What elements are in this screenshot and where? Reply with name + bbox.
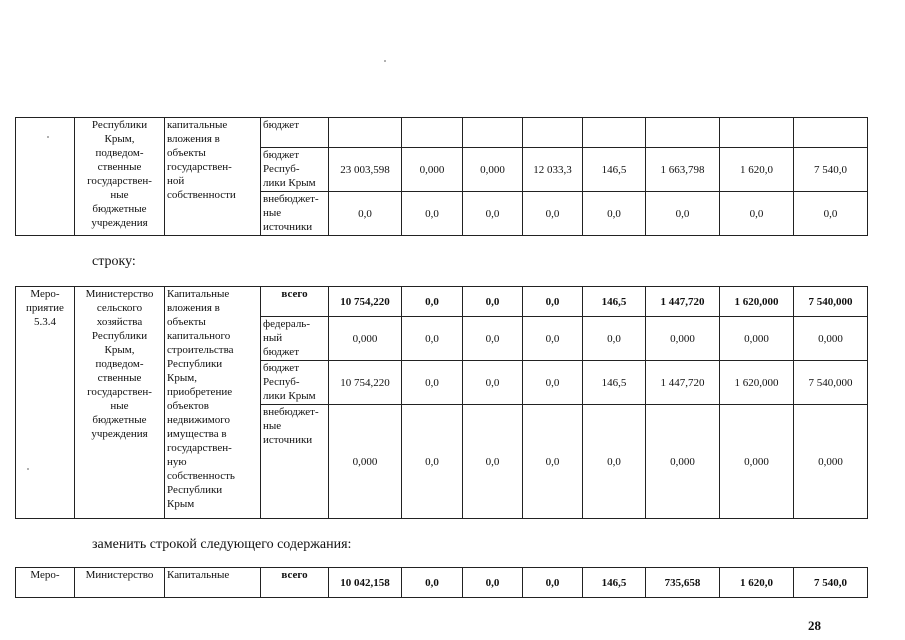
source-cell: внебюджет- ные источники [261,405,329,519]
event-cell [16,118,75,236]
value-cell: 0,0 [463,287,523,317]
value-cell [583,118,646,148]
value-cell [329,118,402,148]
value-cell: 146,5 [583,287,646,317]
source-cell: всего [261,287,329,317]
table-row [16,287,868,317]
value-cell: 0,000 [463,148,523,192]
org-cell: Министерство сельского хозяйства Республики Крым, подведом- ственные государствен- ные бюджетные учреждения [75,287,165,519]
value-cell: 0,0 [523,317,583,361]
source-cell: внебюджет- ные источники [261,192,329,236]
value-cell: 0,0 [523,287,583,317]
org-cell: Республики Крым, подведом- ственные государствен- ные бюджетные учреждения [75,118,165,236]
value-cell: 10 042,158 [329,568,402,598]
value-cell: 1 620,0 [720,568,794,598]
value-cell: 0,0 [402,287,463,317]
event-cell: Меро- [16,568,75,598]
value-cell [523,118,583,148]
value-cell: 0,000 [794,317,868,361]
value-cell: 1 447,720 [646,361,720,405]
value-cell: 0,0 [402,405,463,519]
value-cell [463,118,523,148]
source-cell: всего [261,568,329,598]
scan-speck [384,60,386,62]
value-cell: 0,0 [583,405,646,519]
value-cell: 23 003,598 [329,148,402,192]
event-cell: Меро- приятие 5.3.4 [16,287,75,519]
value-cell: 0,0 [794,192,868,236]
value-cell: 0,0 [402,568,463,598]
table-row [16,568,868,598]
value-cell: 0,0 [402,192,463,236]
source-cell: бюджет Респуб- лики Крым [261,361,329,405]
value-cell: 0,000 [402,148,463,192]
budget-table-continuation [15,117,868,236]
value-cell: 0,0 [523,192,583,236]
instruction-text: строку: [92,254,136,269]
activity-cell: капитальные вложения в объекты государствен- ной собственности [165,118,261,236]
value-cell: 0,0 [329,192,402,236]
value-cell: 0,000 [794,405,868,519]
page-number: 28 [808,618,821,633]
value-cell: 0,000 [646,317,720,361]
value-cell: 0,0 [463,192,523,236]
value-cell: 1 620,000 [720,361,794,405]
value-cell: 1 663,798 [646,148,720,192]
value-cell: 0,0 [646,192,720,236]
org-cell: Министерство [75,568,165,598]
value-cell: 7 540,000 [794,287,868,317]
value-cell [720,118,794,148]
activity-cell: Капитальные [165,568,261,598]
budget-table-old-row [15,286,868,519]
value-cell: 0,0 [402,317,463,361]
value-cell: 0,0 [463,405,523,519]
activity-cell: Капитальные вложения в объекты капитального строительства Республики Крым, приобретение объектов недвижимого имущества в государствен- ную собственность Республики Крым [165,287,261,519]
value-cell: 7 540,0 [794,568,868,598]
value-cell: 0,0 [523,361,583,405]
value-cell [794,118,868,148]
value-cell: 0,0 [523,405,583,519]
source-cell: бюджет Респуб- лики Крым [261,148,329,192]
value-cell: 10 754,220 [329,361,402,405]
value-cell: 146,5 [583,148,646,192]
value-cell: 0,000 [720,405,794,519]
value-cell: 0,0 [720,192,794,236]
value-cell: 0,0 [583,192,646,236]
budget-table-new-row [15,567,868,598]
value-cell: 0,0 [463,361,523,405]
source-cell: бюджет [261,118,329,148]
value-cell: 0,000 [720,317,794,361]
value-cell: 146,5 [583,361,646,405]
value-cell [402,118,463,148]
value-cell: 1 620,000 [720,287,794,317]
value-cell: 0,0 [523,568,583,598]
value-cell: 1 447,720 [646,287,720,317]
value-cell: 0,0 [463,317,523,361]
value-cell: 1 620,0 [720,148,794,192]
value-cell: 146,5 [583,568,646,598]
value-cell: 0,0 [583,317,646,361]
table-row [16,118,868,148]
value-cell: 7 540,0 [794,148,868,192]
value-cell: 0,0 [463,568,523,598]
value-cell: 735,658 [646,568,720,598]
value-cell [646,118,720,148]
value-cell: 10 754,220 [329,287,402,317]
source-cell: федераль- ный бюджет [261,317,329,361]
value-cell: 7 540,000 [794,361,868,405]
value-cell: 0,000 [329,405,402,519]
value-cell: 12 033,3 [523,148,583,192]
value-cell: 0,000 [329,317,402,361]
instruction-text: заменить строкой следующего содержания: [92,537,352,552]
value-cell: 0,0 [402,361,463,405]
value-cell: 0,000 [646,405,720,519]
